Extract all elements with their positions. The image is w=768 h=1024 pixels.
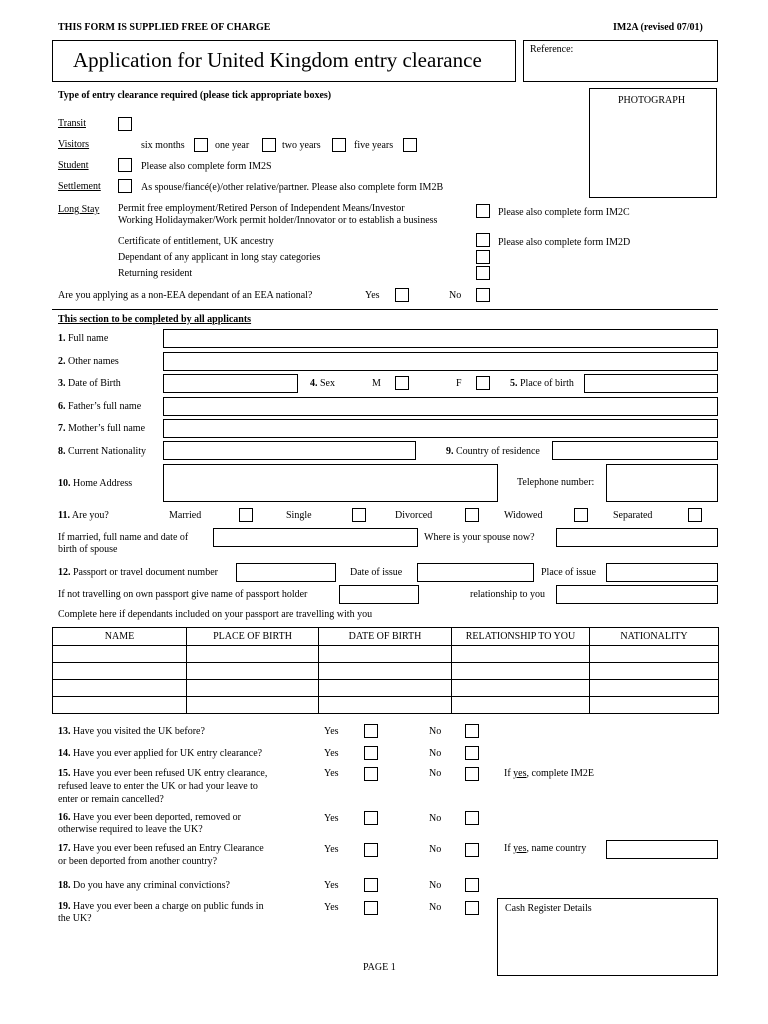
dependant-label: Dependant of any applicant in long stay categories	[118, 252, 321, 263]
student-note: Please also complete form IM2S	[141, 161, 272, 172]
returning-checkbox[interactable]	[476, 266, 490, 280]
student-checkbox[interactable]	[118, 158, 132, 172]
holder-field[interactable]	[339, 585, 419, 604]
q16-label-line1: 16. Have you ever been deported, removed or	[58, 812, 241, 823]
visitor-five-years-checkbox[interactable]	[403, 138, 417, 152]
place-of-birth-field[interactable]	[584, 374, 718, 393]
settlement-label: Settlement	[58, 181, 101, 192]
q13-yes-checkbox[interactable]	[364, 724, 378, 738]
married-label: Married	[169, 510, 202, 521]
spouse-where-label: Where is your spouse now?	[424, 532, 535, 543]
spouse-label-line2: birth of spouse	[58, 544, 118, 555]
q13-no-label: No	[429, 726, 442, 737]
full-name-field[interactable]	[163, 329, 718, 348]
col-place-of-birth: PLACE OF BIRTH	[187, 628, 319, 646]
q15-label-line2: refused leave to enter the UK or had your leave to	[58, 781, 258, 792]
sex-f-label: F	[456, 378, 462, 389]
q18-yes-label: Yes	[324, 880, 339, 891]
col-date-of-birth: DATE OF BIRTH	[319, 628, 452, 646]
eea-question: Are you applying as a non-EEA dependant of an EEA national?	[58, 290, 313, 301]
q17-no-label: No	[429, 844, 442, 855]
visitor-six-months-checkbox[interactable]	[194, 138, 208, 152]
other-names-label: 2. Other names	[58, 356, 119, 367]
q15-no-checkbox[interactable]	[465, 767, 479, 781]
q15-label-line1: 15. Have you ever been refused UK entry clearance,	[58, 768, 268, 779]
dob-label: 3. Date of Birth	[58, 378, 121, 389]
q14-no-label: No	[429, 748, 442, 759]
q18-no-label: No	[429, 880, 442, 891]
spouse-where-field[interactable]	[556, 528, 718, 547]
q14-no-checkbox[interactable]	[465, 746, 479, 760]
form-code: IM2A (revised 07/01)	[613, 22, 703, 33]
eea-yes-checkbox[interactable]	[395, 288, 409, 302]
q16-no-checkbox[interactable]	[465, 811, 479, 825]
separated-label: Separated	[613, 510, 653, 521]
im2c-checkbox[interactable]	[476, 204, 490, 218]
certificate-label: Certificate of entitlement, UK ancestry	[118, 236, 274, 247]
single-label: Single	[286, 510, 312, 521]
nationality-field[interactable]	[163, 441, 416, 460]
visitor-six-months-label: six months	[141, 140, 185, 151]
table-row	[53, 680, 719, 697]
col-name: NAME	[53, 628, 187, 646]
eea-no-label: No	[449, 290, 462, 301]
col-relationship: RELATIONSHIP TO YOU	[452, 628, 590, 646]
telephone-label: Telephone number:	[517, 477, 595, 488]
page-number: PAGE 1	[363, 962, 396, 973]
q15-note: If yes, complete IM2E	[504, 768, 594, 779]
certificate-checkbox[interactable]	[476, 233, 490, 247]
home-address-field[interactable]	[163, 464, 498, 502]
full-name-label: 1. Full name	[58, 333, 109, 344]
sex-m-checkbox[interactable]	[395, 376, 409, 390]
q14-label: 14. Have you ever applied for UK entry clearance?	[58, 748, 263, 759]
photograph-label: PHOTOGRAPH	[618, 95, 686, 106]
q19-no-checkbox[interactable]	[465, 901, 479, 915]
cash-register-box	[497, 898, 718, 976]
long-stay-line1: Permit free employment/Retired Person of Independent Means/Investor	[118, 203, 405, 214]
father-name-label: 6. Father’s full name	[58, 401, 142, 412]
q13-no-checkbox[interactable]	[465, 724, 479, 738]
passport-label: 12. Passport or travel document number	[58, 567, 218, 578]
long-stay-label: Long Stay	[58, 204, 100, 215]
col-nationality: NATIONALITY	[590, 628, 719, 646]
relationship-label: relationship to you	[470, 589, 545, 600]
telephone-field[interactable]	[606, 464, 718, 502]
long-stay-line2: Working Holidaymaker/Work permit holder/Innovator or to establish a business	[118, 215, 438, 226]
residence-field[interactable]	[552, 441, 718, 460]
q18-yes-checkbox[interactable]	[364, 878, 378, 892]
q16-label-line2: otherwise required to leave the UK?	[58, 824, 203, 835]
date-issue-label: Date of issue	[350, 567, 403, 578]
eea-no-checkbox[interactable]	[476, 288, 490, 302]
photograph-box	[589, 88, 717, 198]
settlement-note: As spouse/fiancé(e)/other relative/partner. Please also complete form IM2B	[141, 182, 444, 193]
q15-yes-checkbox[interactable]	[364, 767, 378, 781]
q19-label-line2: the UK?	[58, 913, 92, 924]
dependants-table	[52, 627, 719, 714]
im2c-note: Please also complete form IM2C	[498, 207, 630, 218]
table-row	[53, 697, 719, 714]
page-title: Application for United Kingdom entry clearance	[73, 48, 482, 72]
sex-f-checkbox[interactable]	[476, 376, 490, 390]
sex-label: 4. Sex	[310, 378, 335, 389]
divorced-label: Divorced	[395, 510, 433, 521]
home-address-label: 10. Home Address	[58, 478, 133, 489]
place-of-birth-label: 5. Place of birth	[510, 378, 574, 389]
q16-yes-label: Yes	[324, 813, 339, 824]
free-notice: THIS FORM IS SUPPLIED FREE OF CHARGE	[58, 22, 271, 33]
place-issue-label: Place of issue	[541, 567, 596, 578]
visitors-label: Visitors	[58, 139, 90, 150]
spouse-details-field[interactable]	[213, 528, 418, 547]
q17-label-line1: 17. Have you ever been refused an Entry Clearance	[58, 843, 264, 854]
table-header-row	[53, 628, 719, 646]
q13-yes-label: Yes	[324, 726, 339, 737]
transit-checkbox[interactable]	[118, 117, 132, 131]
q19-no-label: No	[429, 902, 442, 913]
other-names-field[interactable]	[163, 352, 718, 371]
nationality-label: 8. Current Nationality	[58, 446, 147, 457]
q15-label-line3: enter or remain cancelled?	[58, 794, 164, 805]
visitor-two-years-label: two years	[282, 140, 321, 151]
type-heading: Type of entry clearance required (please tick appropriate boxes)	[58, 90, 332, 101]
q14-yes-checkbox[interactable]	[364, 746, 378, 760]
transit-label: Transit	[58, 118, 86, 129]
relationship-field[interactable]	[556, 585, 718, 604]
eea-yes-label: Yes	[365, 290, 380, 301]
section-divider	[52, 309, 718, 310]
title-box	[52, 40, 516, 82]
passport-number-field[interactable]	[236, 563, 336, 582]
q14-yes-label: Yes	[324, 748, 339, 759]
q16-yes-checkbox[interactable]	[364, 811, 378, 825]
q17-yes-label: Yes	[324, 844, 339, 855]
q15-no-label: No	[429, 768, 442, 779]
table-row	[53, 663, 719, 680]
residence-label: 9. Country of residence	[446, 446, 540, 457]
student-label: Student	[58, 160, 89, 171]
mother-name-field[interactable]	[163, 419, 718, 438]
marital-label: 11. Are you?	[58, 510, 109, 521]
dob-field[interactable]	[163, 374, 298, 393]
place-issue-field[interactable]	[606, 563, 718, 582]
q17-no-checkbox[interactable]	[465, 843, 479, 857]
visitor-one-year-label: one year	[215, 140, 250, 151]
mother-name-label: 7. Mother’s full name	[58, 423, 146, 434]
settlement-checkbox[interactable]	[118, 179, 132, 193]
separated-checkbox[interactable]	[688, 508, 702, 522]
widowed-checkbox[interactable]	[574, 508, 588, 522]
holder-label: If not travelling on own passport give name of passport holder	[58, 589, 308, 600]
q16-no-label: No	[429, 813, 442, 824]
sex-m-label: M	[372, 378, 381, 389]
date-issue-field[interactable]	[417, 563, 534, 582]
widowed-label: Widowed	[504, 510, 543, 521]
q13-label: 13. Have you visited the UK before?	[58, 726, 205, 737]
dependants-note: Complete here if dependants included on your passport are travelling with you	[58, 609, 373, 620]
spouse-label-line1: If married, full name and date of	[58, 532, 189, 543]
q19-yes-label: Yes	[324, 902, 339, 913]
q17-yes-checkbox[interactable]	[364, 843, 378, 857]
q19-label-line1: 19. Have you ever been a charge on public funds in	[58, 901, 264, 912]
im2d-note: Please also complete form IM2D	[498, 237, 631, 248]
visitor-two-years-checkbox[interactable]	[332, 138, 346, 152]
all-applicants-heading: This section to be completed by all applicants	[58, 314, 252, 325]
q18-label: 18. Do you have any criminal convictions?	[58, 880, 230, 891]
q17-label-line2: or been deported from another country?	[58, 856, 218, 867]
married-checkbox[interactable]	[239, 508, 253, 522]
reference-label: Reference:	[530, 44, 574, 55]
visitor-five-years-label: five years	[354, 140, 394, 151]
q17-note: If yes, name country	[504, 843, 587, 854]
q15-yes-label: Yes	[324, 768, 339, 779]
divorced-checkbox[interactable]	[465, 508, 479, 522]
q19-yes-checkbox[interactable]	[364, 901, 378, 915]
reference-box[interactable]	[523, 40, 718, 82]
single-checkbox[interactable]	[352, 508, 366, 522]
table-row	[53, 646, 719, 663]
visitor-one-year-checkbox[interactable]	[262, 138, 276, 152]
returning-label: Returning resident	[118, 268, 193, 279]
dependant-checkbox[interactable]	[476, 250, 490, 264]
q17-country-field[interactable]	[606, 840, 718, 859]
father-name-field[interactable]	[163, 397, 718, 416]
cash-register-label: Cash Register Details	[505, 903, 592, 914]
q18-no-checkbox[interactable]	[465, 878, 479, 892]
